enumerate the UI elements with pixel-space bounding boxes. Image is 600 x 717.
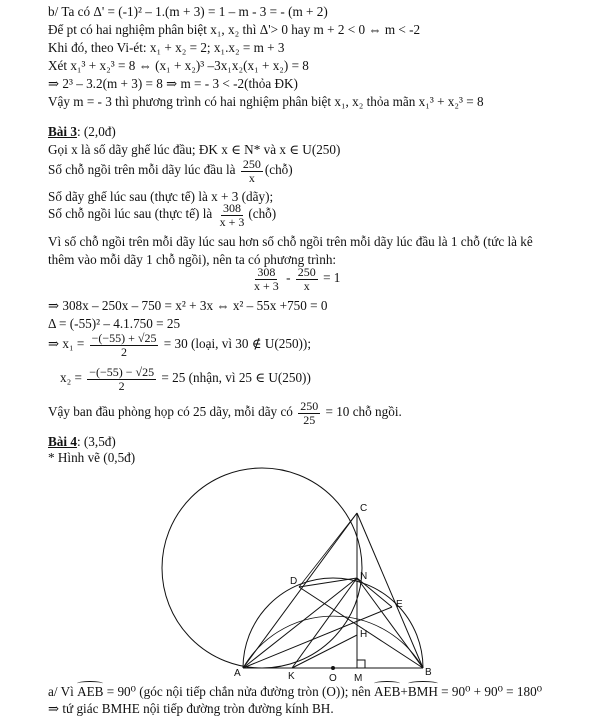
arc-through-n xyxy=(243,616,423,668)
frac-den: x + 3 xyxy=(254,278,279,293)
frac-den: 25 xyxy=(303,412,316,427)
label-d: D xyxy=(290,576,298,587)
label-c: C xyxy=(360,503,368,514)
part-b-line-4: Xét x₁³ + x₂³ = 8 ⇔ (x₁ + x₂)³ –3x₁x₂(x₁ + x₂) = 8 xyxy=(48,58,309,73)
x2-result: = 25 (nhận, vì 25 ∈ U(250)) xyxy=(161,370,311,386)
label-h: H xyxy=(360,629,368,640)
bai3-line-2-text: Số chỗ ngồi trên mỗi dãy lúc đầu là xyxy=(48,162,236,178)
part-a-result: = 90⁰ + 90⁰ = 180⁰ xyxy=(441,684,542,699)
frac-den: x xyxy=(248,170,255,185)
bai3-line-7: ⇒ 308x – 250x – 750 = x² + 3x ⇔ x² – 55x +750 = 0 xyxy=(48,298,328,313)
eq-operator: - xyxy=(286,270,291,286)
bai4-part-a-conclusion: ⇒ tứ giác BMHE nội tiếp đường tròn đường kính BH. xyxy=(48,701,334,716)
bai3-line-6: thêm vào mỗi dãy 1 chỗ ngồi), nên ta có phương trình: xyxy=(48,252,337,267)
part-b-line-2: Để pt có hai nghiệm phân biệt x₁, x₂ thì Δ'> 0 hay m + 2 < 0 ⇔ m < -2 xyxy=(48,22,421,37)
part-b-line-5: ⇒ 2³ – 3.2(m + 3) = 8 ⇒ m = - 3 < -2(thỏa ĐK) xyxy=(48,76,298,91)
conclusion-result: = 10 chỗ ngồi. xyxy=(325,404,402,420)
label-b: B xyxy=(425,667,432,678)
segment-kh xyxy=(292,635,357,668)
frac-num: 308 xyxy=(257,265,276,279)
segment-kn xyxy=(292,578,357,668)
semicircle-o xyxy=(243,578,423,668)
bai3-points: : (2,0đ) xyxy=(76,124,116,139)
segment-bd xyxy=(299,587,423,668)
bai4-part-a xyxy=(48,684,542,700)
frac-den: 2 xyxy=(118,378,125,393)
part-b-line-3: Khi đó, theo Vi-ét: x₁ + x₂ = 2; x₁.x₂ = m + 3 xyxy=(48,40,285,55)
bai3-line-4-unit: (chỗ) xyxy=(248,206,277,222)
angle-aeb: AEB xyxy=(77,684,104,699)
label-k: K xyxy=(288,671,295,682)
segment-cd xyxy=(299,513,357,587)
bai3-line-5: Vì số chỗ ngồi trên mỗi dãy lúc sau hơn số chỗ ngồi trên mỗi dãy lúc đầu là 1 chỗ (tức là kê xyxy=(48,234,533,249)
part-b-line-6: Vậy m = - 3 thì phương trình có hai nghiệm phân biệt x₁, x₂ thỏa mãn x₁³ + x₂³ = 8 xyxy=(48,94,484,109)
bai3-line-4-text: Số chỗ ngồi lúc sau (thực tế) là xyxy=(48,206,213,222)
part-a-text: = 90⁰ (góc nội tiếp chắn nửa đường tròn (O)); nên xyxy=(106,684,371,699)
frac-den: x xyxy=(303,278,310,293)
bai3-line-8: Δ = (-55)² – 4.1.750 = 25 xyxy=(48,316,181,331)
frac-den: x + 3 xyxy=(219,214,245,229)
plus-sign: + xyxy=(400,684,408,699)
label-a: A xyxy=(234,668,241,679)
x2-label: x₂ = xyxy=(60,370,82,386)
segment-cb xyxy=(357,513,423,668)
frac-num: −(−55) − √25 xyxy=(89,365,155,379)
frac-num: 250 xyxy=(300,399,319,413)
eq-rhs: = 1 xyxy=(323,270,341,286)
conclusion-text: Vậy ban đầu phòng họp có 25 dãy, mỗi dãy có xyxy=(48,404,293,420)
x1-result: = 30 (loại, vì 30 ∉ U(250)); xyxy=(163,336,311,352)
bai3-line-3: Số dãy ghế lúc sau (thực tế) là x + 3 (dãy); xyxy=(48,189,274,204)
x1-label: ⇒ x₁ = xyxy=(48,336,85,352)
label-m: M xyxy=(354,673,363,684)
right-angle-mark-m xyxy=(357,660,365,668)
point-o xyxy=(331,666,335,670)
label-o: O xyxy=(329,673,337,684)
part-a-label: a/ Vì xyxy=(48,684,74,699)
big-circle xyxy=(162,468,362,668)
angle-bmh: BMH xyxy=(407,684,438,699)
label-e: E xyxy=(396,599,403,610)
bai3-title: Bài 3 xyxy=(48,124,77,139)
bai4-points: : (3,5đ) xyxy=(76,434,116,449)
bai3-line-2-unit: (chỗ) xyxy=(264,162,293,178)
frac-den: 2 xyxy=(121,344,128,359)
angle-aeb-2: AEB xyxy=(374,684,401,699)
segment-an xyxy=(243,578,357,668)
bai4-line-1: * Hình vẽ (0,5đ) xyxy=(48,450,136,465)
frac-num: 308 xyxy=(222,201,241,215)
bai4-title: Bài 4 xyxy=(48,434,77,449)
label-n: N xyxy=(360,571,368,582)
bai3-line-1: Gọi x là số dãy ghế lúc đầu; ĐK x ∈ N* và x ∈ U(250) xyxy=(48,142,341,157)
part-b-line-1: b/ Ta có Δ' = (-1)² – 1.(m + 3) = 1 – m - 3 = - (m + 2) xyxy=(48,4,328,19)
frac-num: 250 xyxy=(242,157,261,171)
frac-num: −(−55) + √25 xyxy=(91,331,157,345)
frac-num: 250 xyxy=(297,265,316,279)
